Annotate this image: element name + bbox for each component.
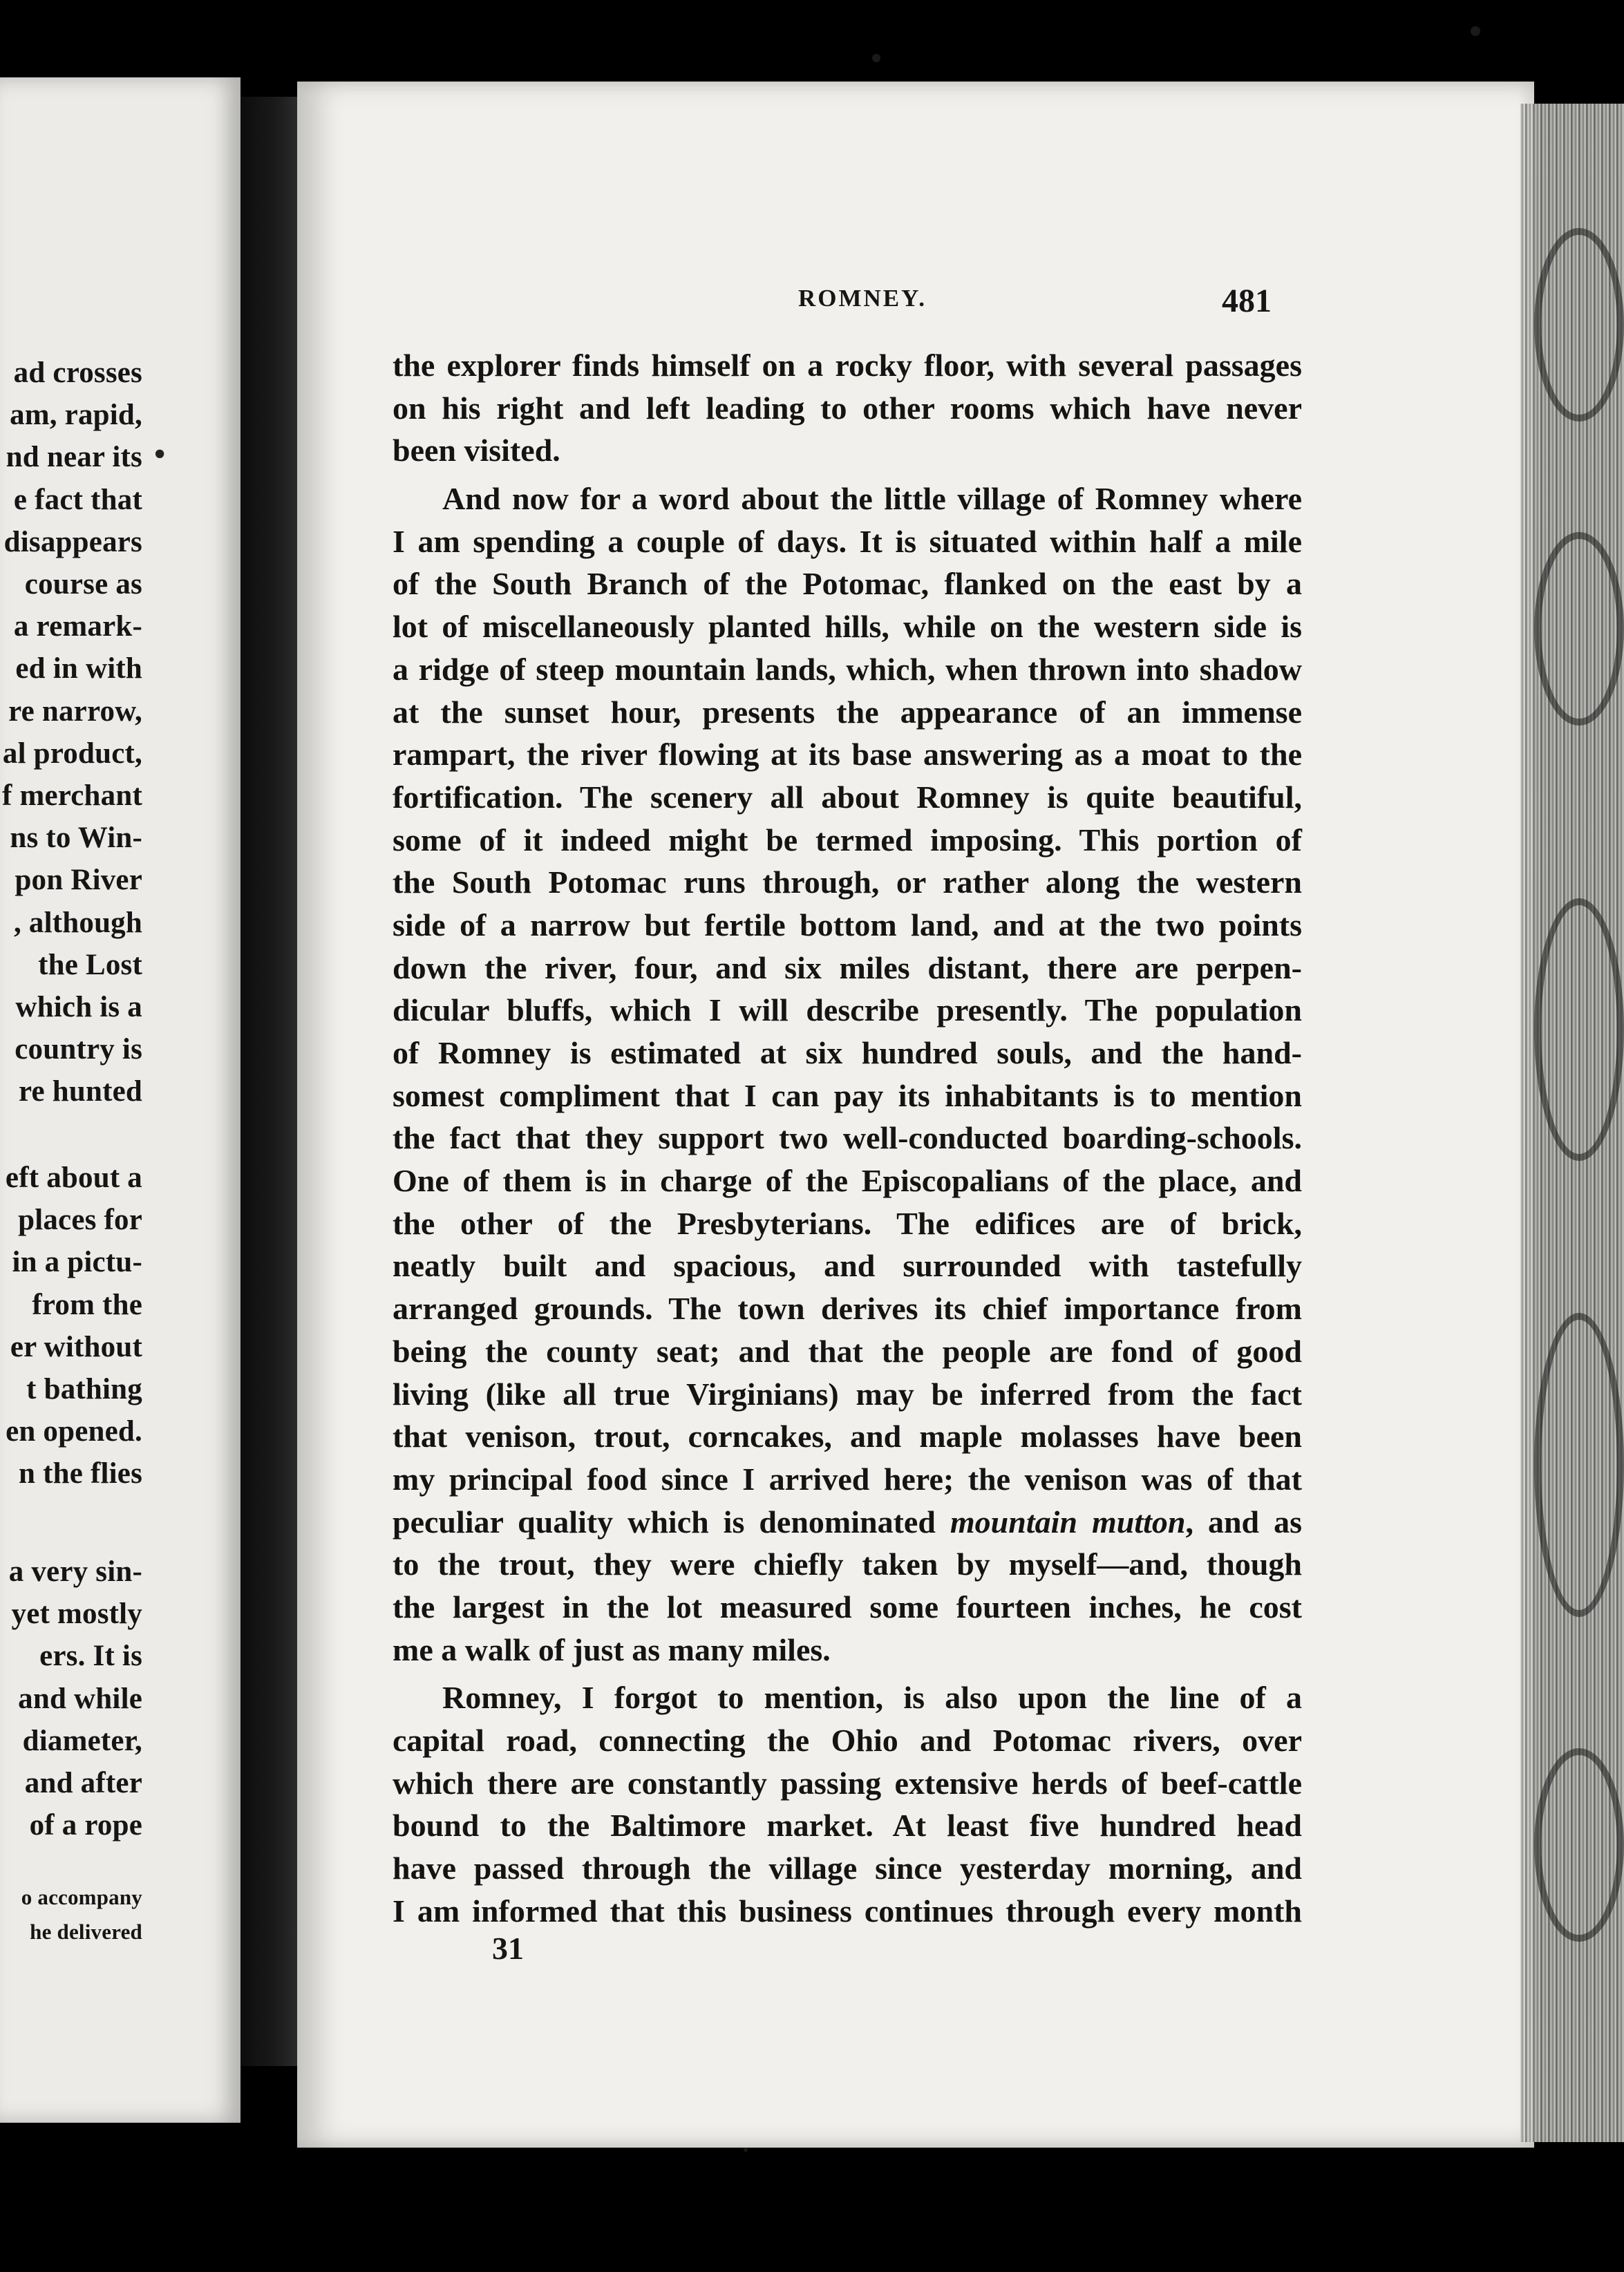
body-line: somest compliment that I can pay its inhabitants is to mention [393, 1077, 1302, 1113]
facing-page-line: in a pictu- [12, 1246, 142, 1279]
body-text [393, 344, 1302, 1932]
facing-page-line: er without [10, 1330, 142, 1363]
body-line: the other of the Presbyterians. The edifices are of brick, [393, 1205, 1302, 1241]
body-line: which there are constantly passing extensive herds of beef-cattle [393, 1765, 1302, 1801]
body-line: rampart, the river flowing at its base answering as a moat to the [393, 737, 1302, 773]
body-line: the explorer finds himself on a rocky floor, with several passages [393, 348, 1302, 383]
facing-page-line: ad crosses [13, 357, 142, 389]
book-gutter [240, 97, 297, 2066]
facing-page-line: n the flies [19, 1457, 142, 1490]
signature-mark: 31 [492, 1931, 524, 1966]
body-line: lot of miscellaneously planted hills, while on the western side is [393, 609, 1302, 645]
facing-page-line: a remark- [13, 610, 142, 643]
body-line: on his right and left leading to other rooms which have never [393, 390, 1302, 426]
facing-page-line: of a rope [29, 1809, 142, 1842]
facing-page-line: al product, [2, 737, 142, 770]
body-line: neatly built and spacious, and surrounded with tastefully [393, 1248, 1302, 1284]
body-line: living (like all true Virginians) may be inferred from the fact [393, 1376, 1302, 1412]
facing-page-footnote-line: o accompany [21, 1885, 142, 1909]
ink-blot: • [153, 435, 167, 474]
facing-page-line: pon River [15, 864, 142, 897]
body-line: One of them is in charge of the Episcopalians of the place, and [393, 1163, 1302, 1199]
facing-page-line: disappears [3, 525, 142, 558]
facing-page-line: which is a [15, 991, 142, 1023]
body-line: I am informed that this business continues through every month [393, 1893, 1302, 1929]
facing-page-line: and while [18, 1682, 142, 1715]
body-line: the South Potomac runs through, or rather along the western [393, 864, 1302, 900]
body-line: fortification. The scenery all about Romney is quite beautiful, [393, 779, 1302, 815]
body-line: I am spending a couple of days. It is situated within half a mile [393, 523, 1302, 559]
body-line: that venison, trout, corncakes, and maple molasses have been [393, 1419, 1302, 1455]
body-line: to the trout, they were chiefly taken by myself—and, though [393, 1546, 1302, 1582]
facing-page-line: a very sin- [8, 1555, 142, 1588]
body-line: my principal food since I arrived here; the venison was of that [393, 1461, 1302, 1497]
facing-page-line: am, rapid, [10, 399, 142, 432]
body-line: a ridge of steep mountain lands, which, when thrown into shadow [393, 651, 1302, 687]
facing-page-line: ed in with [15, 652, 142, 685]
body-line: capital road, connecting the Ohio and Potomac rivers, over [393, 1723, 1302, 1758]
facing-page-line: en opened. [6, 1415, 142, 1448]
facing-page-footnote-line: he delivered [30, 1920, 142, 1944]
facing-page-line: ns to Win- [10, 822, 142, 855]
body-line: dicular bluffs, which I will describe presently. The population [393, 992, 1302, 1028]
body-line: of Romney is estimated at six hundred souls, and the hand- [393, 1035, 1302, 1070]
facing-page-line: t bathing [26, 1373, 142, 1405]
body-line: the fact that they support two well-conducted boarding-schools. [393, 1120, 1302, 1156]
body-line: been visited. [393, 433, 560, 468]
facing-page-line: the Lost [38, 948, 142, 981]
speck [1471, 26, 1480, 36]
body-line-tail: , and as [1185, 1504, 1302, 1540]
body-line: me a walk of just as many miles. [393, 1631, 831, 1667]
body-line: bound to the Baltimore market. At least five hundred head [393, 1808, 1302, 1844]
facing-page-line: course as [24, 568, 142, 600]
facing-page-line: f merchant [1, 779, 142, 812]
body-line: the largest in the lot measured some fourteen inches, he cost [393, 1589, 1302, 1625]
facing-page-line: yet mostly [11, 1598, 142, 1631]
body-line: down the river, four, and six miles distant, there are perpen- [393, 949, 1302, 985]
facing-page-line: nd near its [6, 441, 142, 474]
facing-page-line: e fact that [13, 483, 142, 516]
body-line: arranged grounds. The town derives its chief importance from [393, 1291, 1302, 1327]
body-line: Romney, I forgot to mention, is also upon the line of a [442, 1680, 1302, 1716]
facing-page-line: eft about a [5, 1162, 142, 1194]
body-line: of the South Branch of the Potomac, flanked on the east by a [393, 566, 1302, 602]
facing-page-line: diameter, [22, 1724, 142, 1757]
page-number: 481 [1222, 283, 1272, 319]
body-line [393, 1501, 1302, 1544]
facing-page-line: country is [15, 1033, 142, 1066]
italic-phrase: mountain mutton [950, 1504, 1186, 1540]
facing-page-line: ers. It is [39, 1640, 142, 1673]
running-head: ROMNEY. [798, 285, 927, 312]
body-line: have passed through the village since yesterday morning, and [393, 1850, 1302, 1886]
facing-page-line: from the [32, 1288, 142, 1321]
page-stack-edge [1520, 104, 1624, 2142]
facing-page [0, 77, 240, 2123]
body-line-text: peculiar quality which is denominated [393, 1504, 950, 1540]
body-line: And now for a word about the little village of Romney where [442, 481, 1302, 517]
facing-page-line: re hunted [18, 1075, 142, 1108]
body-line: being the county seat; and that the people are fond of good [393, 1333, 1302, 1369]
facing-page-line: , although [13, 906, 142, 939]
body-line: side of a narrow but fertile bottom land, and at the two points [393, 907, 1302, 943]
body-line: at the sunset hour, presents the appearance of an immense [393, 694, 1302, 730]
facing-page-line: places for [18, 1204, 142, 1237]
speck [744, 2148, 748, 2152]
body-line: some of it indeed might be termed imposing. This portion of [393, 822, 1302, 858]
facing-page-line: re narrow, [8, 694, 142, 728]
speck [872, 54, 880, 62]
facing-page-line: and after [24, 1767, 142, 1799]
